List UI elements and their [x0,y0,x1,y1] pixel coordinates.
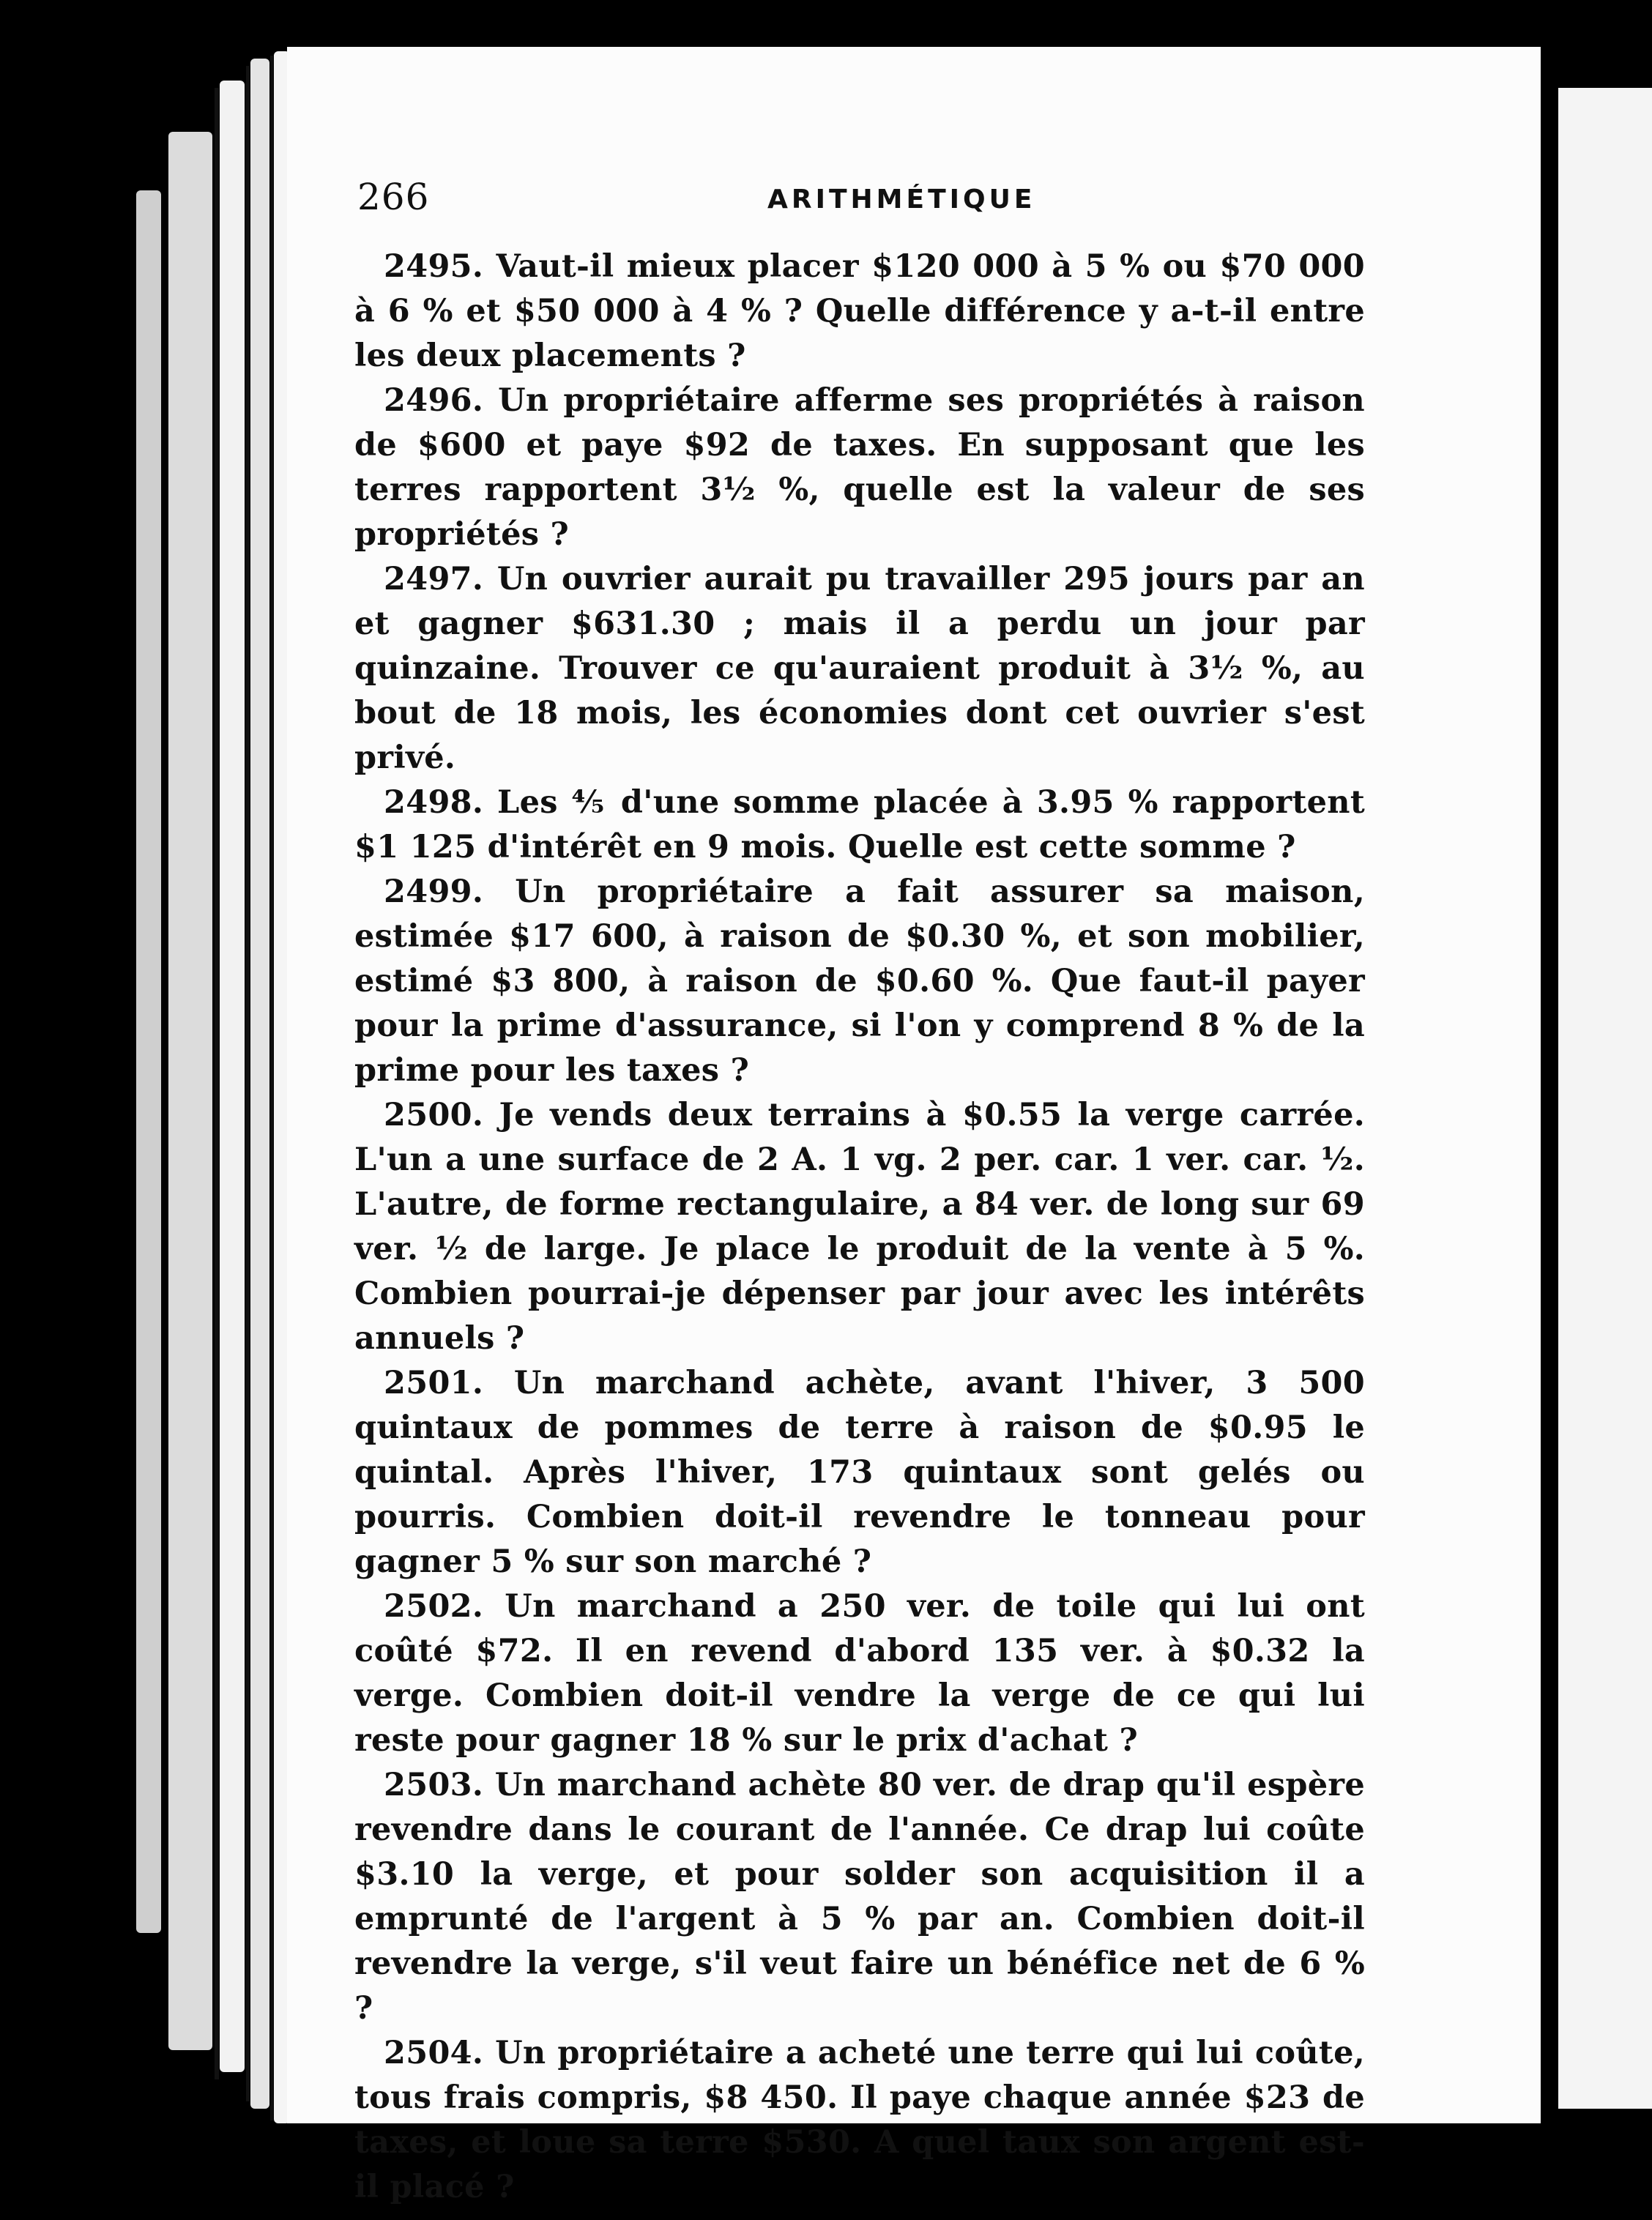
page-number: 266 [357,176,430,218]
page-edge-shadow [270,56,273,2120]
problem-2495 [354,245,1365,379]
problem-2497 [354,557,1365,781]
problem-2503 [354,1763,1365,2031]
page-edge-shadow [246,66,250,2101]
problem-text: Un propriétaire a acheté une terre qui lui coûte, tous frais compris, $8 450. Il paye chaque année $23 de taxes, et loue sa terre $530. A quel taux son argent est-il placé ? [354,2035,1366,2205]
problem-2504 [354,2031,1365,2210]
problem-number: 2495. [384,248,484,285]
problem-number: 2500. [384,1097,484,1133]
problem-text: Un propriétaire a fait assurer sa maison, estimée $17 600, à raison de $0.30 %, et son mobilier, estimé $3 800, à raison de $0.60 %. Que faut-il payer pour la prime d'assurance, si l'on y comprend 8 % de la prime pour les taxes ? [354,874,1365,1089]
page-edge [136,190,161,1933]
problem-number: 2504. [384,2035,484,2071]
problem-number: 2498. [384,784,484,821]
problem-text: Les ⅘ d'une somme placée à 3.95 % rapportent $1 125 d'intérêt en 9 mois. Quelle est cette somme ? [354,784,1365,865]
page-edge [168,132,212,2050]
problem-2499 [354,870,1365,1093]
problem-2501 [354,1361,1365,1584]
problem-2498 [354,781,1365,870]
problems-block [354,245,1365,2210]
book-page [287,47,1541,2205]
problem-number: 2497. [384,561,484,597]
problem-text: Je vends deux terrains à $0.55 la verge carrée. L'un a une surface de 2 A. 1 vg. 2 per. car. 1 ver. car. ½. L'autre, de forme rectangulaire, a 84 ver. de long sur 69 ver. ½ de large. Je place le produit de la vente à 5 %. Combien pourrai-je dépenser par jour avec les intérêts annuels ? [354,1097,1365,1357]
problem-number: 2503. [384,1767,484,1803]
problem-text: Un marchand a 250 ver. de toile qui lui ont coûté $72. Il en revend d'abord 135 ver. à $0.32 la verge. Combien doit-il vendre la verge de ce qui lui reste pour gagner 18 % sur le prix d'achat ? [354,1588,1365,1759]
running-title: ARITHMÉTIQUE [767,185,1036,215]
problem-number: 2499. [384,874,484,910]
problem-text: Un propriétaire afferme ses propriétés à raison de $600 et paye $92 de taxes. En supposant que les terres rapportent 3½ %, quelle est la valeur de ses propriétés ? [354,382,1365,553]
problem-text: Un ouvrier aurait pu travailler 295 jours par an et gagner $631.30 ; mais il a perdu un jour par quinzaine. Trouver ce qu'auraient produit à 3½ %, au bout de 18 mois, les économies dont cet ouvrier s'est privé. [354,561,1365,776]
facing-page [1558,88,1652,2109]
problem-text: Un marchand achète 80 ver. de drap qu'il espère revendre dans le courant de l'année. Ce drap lui coûte $3.10 la verge, et pour solder son acquisition il a emprunté de l'argent à 5 % par an. Combien doit-il revendre la verge, s'il veut faire un bénéfice net de 6 % ? [354,1767,1365,2027]
problem-2502 [354,1584,1365,1763]
gutter [1538,81,1558,2131]
problem-number: 2501. [384,1365,484,1401]
book-edge [0,0,315,2220]
problem-number: 2502. [384,1588,484,1625]
page-edge-shadow [215,88,219,2079]
page-edge [220,81,245,2072]
problem-number: 2496. [384,382,484,419]
problem-2496 [354,379,1365,557]
problem-text: Un marchand achète, avant l'hiver, 3 500 quintaux de pommes de terre à raison de $0.95 le quintal. Après l'hiver, 173 quintaux sont gelés ou pourris. Combien doit-il revendre le tonneau pour gagner 5 % sur son marché ? [354,1365,1365,1580]
problem-2500 [354,1093,1365,1361]
problem-text: Vaut-il mieux placer $120 000 à 5 % ou $70 000 à 6 % et $50 000 à 4 % ? Quelle différence y a-t-il entre les deux placements ? [354,248,1365,374]
page-edge [250,59,269,2109]
page-header [357,176,1372,227]
